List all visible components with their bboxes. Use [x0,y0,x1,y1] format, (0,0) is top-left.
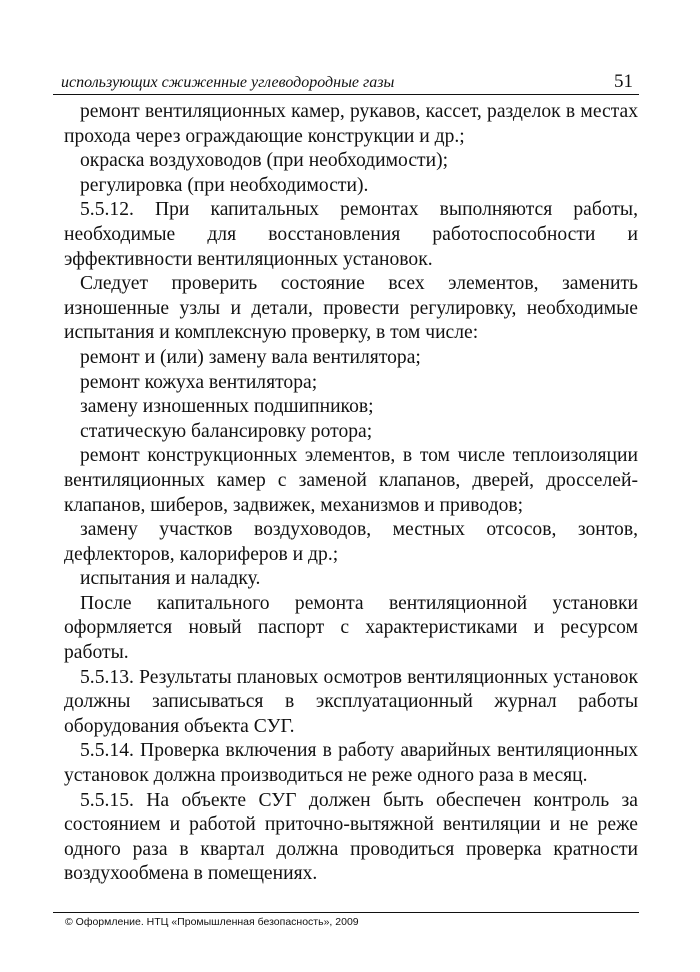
paragraph: ремонт конструкционных элементов, в том числе теплоизоляции вентиляционных камер с заменой клапанов, дверей, дросселей-клапанов, шиберов, задвижек, механизмов и приводов; [64,445,638,516]
paragraph: статическую балансировку ротора; [80,420,373,442]
paragraph: замену участков воздуховодов, местных отсосов, зонтов, дефлекторов, калориферов и др.; [64,519,638,565]
page-footer: © Оформление. НТЦ «Промышленная безопасность», 2009 [65,916,359,928]
paragraph: 5.5.15. На объекте СУГ должен быть обеспечен контроль за состоянием и работой приточно-вытяжной вентиляции и не реже одного раза в квартал должна проводиться проверка кратности воздухообмена в помещениях. [64,789,638,885]
paragraph: После капитального ремонта вентиляционной установки оформляется новый паспорт с характеристиками и ресурсом работы. [64,592,638,664]
paragraph: 5.5.13. Результаты плановых осмотров вентиляционных установок должны записываться в эксплуатационный журнал работы оборудования объекта СУГ. [64,666,638,737]
page-number: 51 [614,71,633,92]
running-title: использующих сжиженные углеводородные газы [61,74,395,91]
paragraph: ремонт вентиляционных камер, рукавов, кассет, разделок в местах прохода через ограждающие конструкции и др.; [64,101,638,147]
body-text [64,100,638,887]
paragraph: ремонт кожуха вентилятора; [80,371,318,393]
paragraph: окраска воздуховодов (при необходимости); [80,150,449,172]
paragraph: Следует проверить состояние всех элементов, заменить изношенные узлы и детали, провести регулировку, необходимые испытания и комплексную проверку, в том числе: [64,273,638,344]
paragraph: регулировка (при необходимости). [80,174,369,196]
page-header [53,70,639,95]
paragraph: 5.5.12. При капитальных ремонтах выполняются работы, необходимые для восстановления работоспособности и эффективности вентиляционных установок. [64,199,638,270]
footer-divider [53,912,639,913]
paragraph: 5.5.14. Проверка включения в работу аварийных вентиляционных установок должна производиться не реже одного раза в месяц. [64,740,638,787]
paragraph: ремонт и (или) замену вала вентилятора; [80,346,421,368]
paragraph: испытания и наладку. [80,568,261,590]
paragraph: замену изношенных подшипников; [80,396,374,418]
